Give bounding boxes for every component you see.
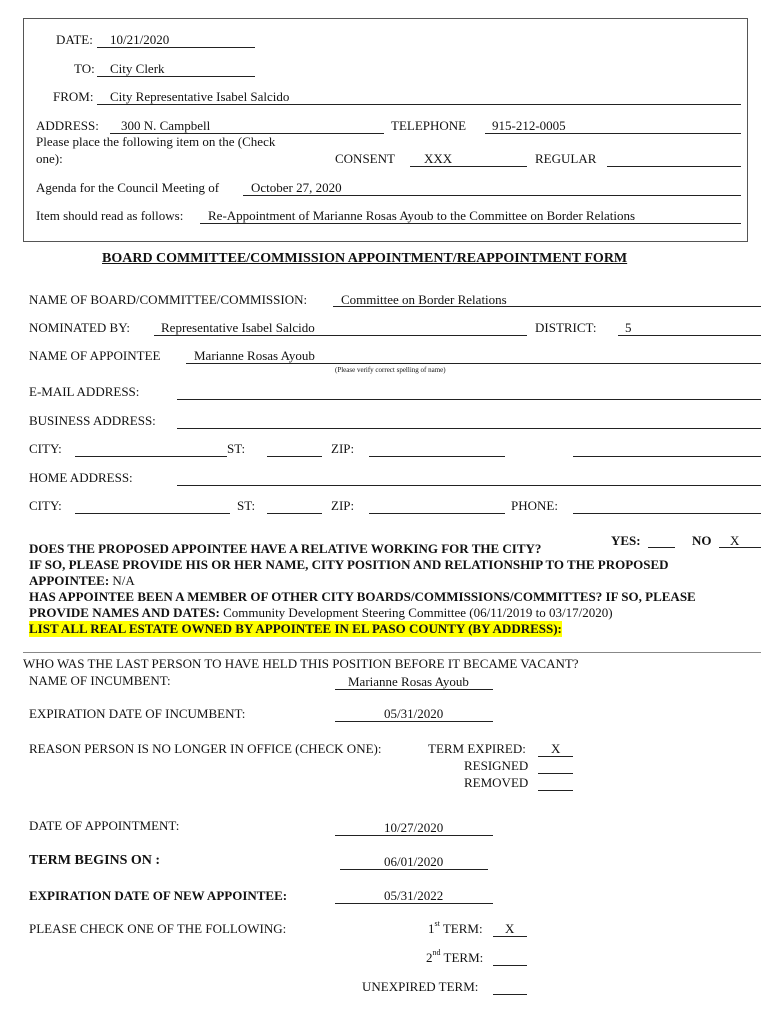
home-zip-label: ZIP: <box>331 498 355 513</box>
phone-label: PHONE: <box>511 498 558 513</box>
second-term-field[interactable] <box>493 965 527 966</box>
item-read-label: Item should read as follows: <box>36 208 184 223</box>
no-field[interactable] <box>719 547 761 548</box>
resigned-label: RESIGNED <box>464 758 529 773</box>
incumbent-name-label: NAME OF INCUMBENT: <box>29 673 171 688</box>
removed-label: REMOVED <box>464 775 529 790</box>
agenda-label: Agenda for the Council Meeting of <box>36 180 220 195</box>
to-label: TO: <box>74 61 95 76</box>
new-expiration-value: 05/31/2022 <box>384 888 444 903</box>
first-term-label <box>428 921 483 937</box>
consent-value: XXX <box>424 151 453 166</box>
item-read-value: Re-Appointment of Marianne Rosas Ayoub to the Committee on Border Relations <box>208 208 636 223</box>
second-term-text: TERM: <box>443 950 484 965</box>
last-person-question: WHO WAS THE LAST PERSON TO HAVE HELD THIS POSITION BEFORE IT BECAME VACANT? <box>23 656 579 671</box>
term-begins-label: TERM BEGINS ON : <box>29 853 161 868</box>
home-st-field[interactable] <box>267 513 322 514</box>
term-expired-label: TERM EXPIRED: <box>428 741 526 756</box>
home-city-label: CITY: <box>29 498 62 513</box>
email-label: E-MAIL ADDRESS: <box>29 384 140 399</box>
term-begins-value: 06/01/2020 <box>384 854 444 869</box>
appointment-date-value: 10/27/2020 <box>384 820 444 835</box>
real-estate-question: LIST ALL REAL ESTATE OWNED BY APPOINTEE IN EL PASO COUNTY (BY ADDRESS): <box>29 621 562 636</box>
nominated-label: NOMINATED BY: <box>29 320 130 335</box>
first-term-suffix: st <box>434 919 440 928</box>
removed-field[interactable] <box>538 790 573 791</box>
appointee-name-value: Marianne Rosas Ayoub <box>194 348 315 363</box>
address-value: 300 N. Campbell <box>121 118 211 133</box>
term-expired-value: X <box>551 741 561 756</box>
from-label: FROM: <box>53 89 94 104</box>
board-value: Committee on Border Relations <box>341 292 507 307</box>
member-question-2: PROVIDE NAMES AND DATES: <box>29 605 220 620</box>
date-value: 10/21/2020 <box>110 32 170 47</box>
business-city-label: CITY: <box>29 441 62 456</box>
incumbent-expiration-label: EXPIRATION DATE OF INCUMBENT: <box>29 706 246 721</box>
date-label: DATE: <box>56 32 93 47</box>
phone-field[interactable] <box>573 513 761 514</box>
unexpired-term-label: UNEXPIRED TERM: <box>362 979 479 994</box>
second-term-number: 2 <box>426 950 433 965</box>
first-term-number: 1 <box>428 921 435 936</box>
district-value: 5 <box>625 320 632 335</box>
business-st-field[interactable] <box>267 456 322 457</box>
member-question-1: HAS APPOINTEE BEEN A MEMBER OF OTHER CITY BOARDS/COMMISSIONS/COMMITTES? IF SO, PLEASE <box>29 589 696 604</box>
new-expiration-label: EXPIRATION DATE OF NEW APPOINTEE: <box>29 888 288 903</box>
unexpired-term-field[interactable] <box>493 994 527 995</box>
check-one-label: PLEASE CHECK ONE OF THE FOLLOWING: <box>29 921 287 936</box>
telephone-label: TELEPHONE <box>391 118 467 133</box>
form-title: BOARD COMMITTEE/COMMISSION APPOINTMENT/REAPPOINTMENT FORM <box>102 251 628 266</box>
home-city-field[interactable] <box>75 513 230 514</box>
agenda-value: October 27, 2020 <box>251 180 342 195</box>
business-st-label: ST: <box>227 441 246 456</box>
section-divider <box>23 652 761 653</box>
regular-field[interactable] <box>607 166 741 167</box>
incumbent-expiration-value: 05/31/2020 <box>384 706 444 721</box>
to-value: City Clerk <box>110 61 165 76</box>
regular-label: REGULAR <box>535 151 597 166</box>
second-term-suffix: nd <box>432 948 441 957</box>
no-label: NO <box>692 533 712 548</box>
district-field[interactable] <box>618 335 761 336</box>
email-field[interactable] <box>177 399 761 400</box>
first-term-value: X <box>505 921 515 936</box>
telephone-value: 915-212-0005 <box>492 118 566 133</box>
yes-field[interactable] <box>648 547 675 548</box>
business-zip-field[interactable] <box>369 456 505 457</box>
relative-followup: IF SO, PLEASE PROVIDE HIS OR HER NAME, CITY POSITION AND RELATIONSHIP TO THE PROPOSED <box>29 557 669 572</box>
district-label: DISTRICT: <box>535 320 597 335</box>
no-value: X <box>730 533 740 548</box>
place-item-text-1: Please place the following item on the (Check <box>36 134 276 149</box>
reason-label: REASON PERSON IS NO LONGER IN OFFICE (CHECK ONE): <box>29 741 382 756</box>
home-zip-field[interactable] <box>369 513 505 514</box>
yes-label: YES: <box>611 533 641 548</box>
appointee-relative-value: N/A <box>112 573 135 588</box>
home-address-label: HOME ADDRESS: <box>29 470 133 485</box>
nominated-value: Representative Isabel Salcido <box>161 320 315 335</box>
name-spelling-note: (Please verify correct spelling of name) <box>335 366 446 374</box>
appointee-name-label: NAME OF APPOINTEE <box>29 348 161 363</box>
second-term-label <box>426 950 483 966</box>
home-st-label: ST: <box>237 498 256 513</box>
place-item-text-2: one): <box>36 151 63 166</box>
first-term-text: TERM: <box>442 921 483 936</box>
business-address-label: BUSINESS ADDRESS: <box>29 413 156 428</box>
business-extra-field[interactable] <box>573 456 761 457</box>
relative-question: DOES THE PROPOSED APPOINTEE HAVE A RELATIVE WORKING FOR THE CITY? <box>29 541 542 556</box>
business-zip-label: ZIP: <box>331 441 355 456</box>
address-label: ADDRESS: <box>36 118 99 133</box>
business-address-field[interactable] <box>177 428 761 429</box>
consent-label: CONSENT <box>335 151 395 166</box>
appointee-relative-label: APPOINTEE: <box>29 573 110 588</box>
appointment-date-label: DATE OF APPOINTMENT: <box>29 818 180 833</box>
member-value: Community Development Steering Committee (06/11/2019 to 03/17/2020) <box>223 605 613 620</box>
resigned-field[interactable] <box>538 773 573 774</box>
from-value: City Representative Isabel Salcido <box>110 89 290 104</box>
board-label: NAME OF BOARD/COMMITTEE/COMMISSION: <box>29 292 308 307</box>
incumbent-name-value: Marianne Rosas Ayoub <box>348 674 469 689</box>
home-address-field[interactable] <box>177 485 761 486</box>
business-city-field[interactable] <box>75 456 227 457</box>
